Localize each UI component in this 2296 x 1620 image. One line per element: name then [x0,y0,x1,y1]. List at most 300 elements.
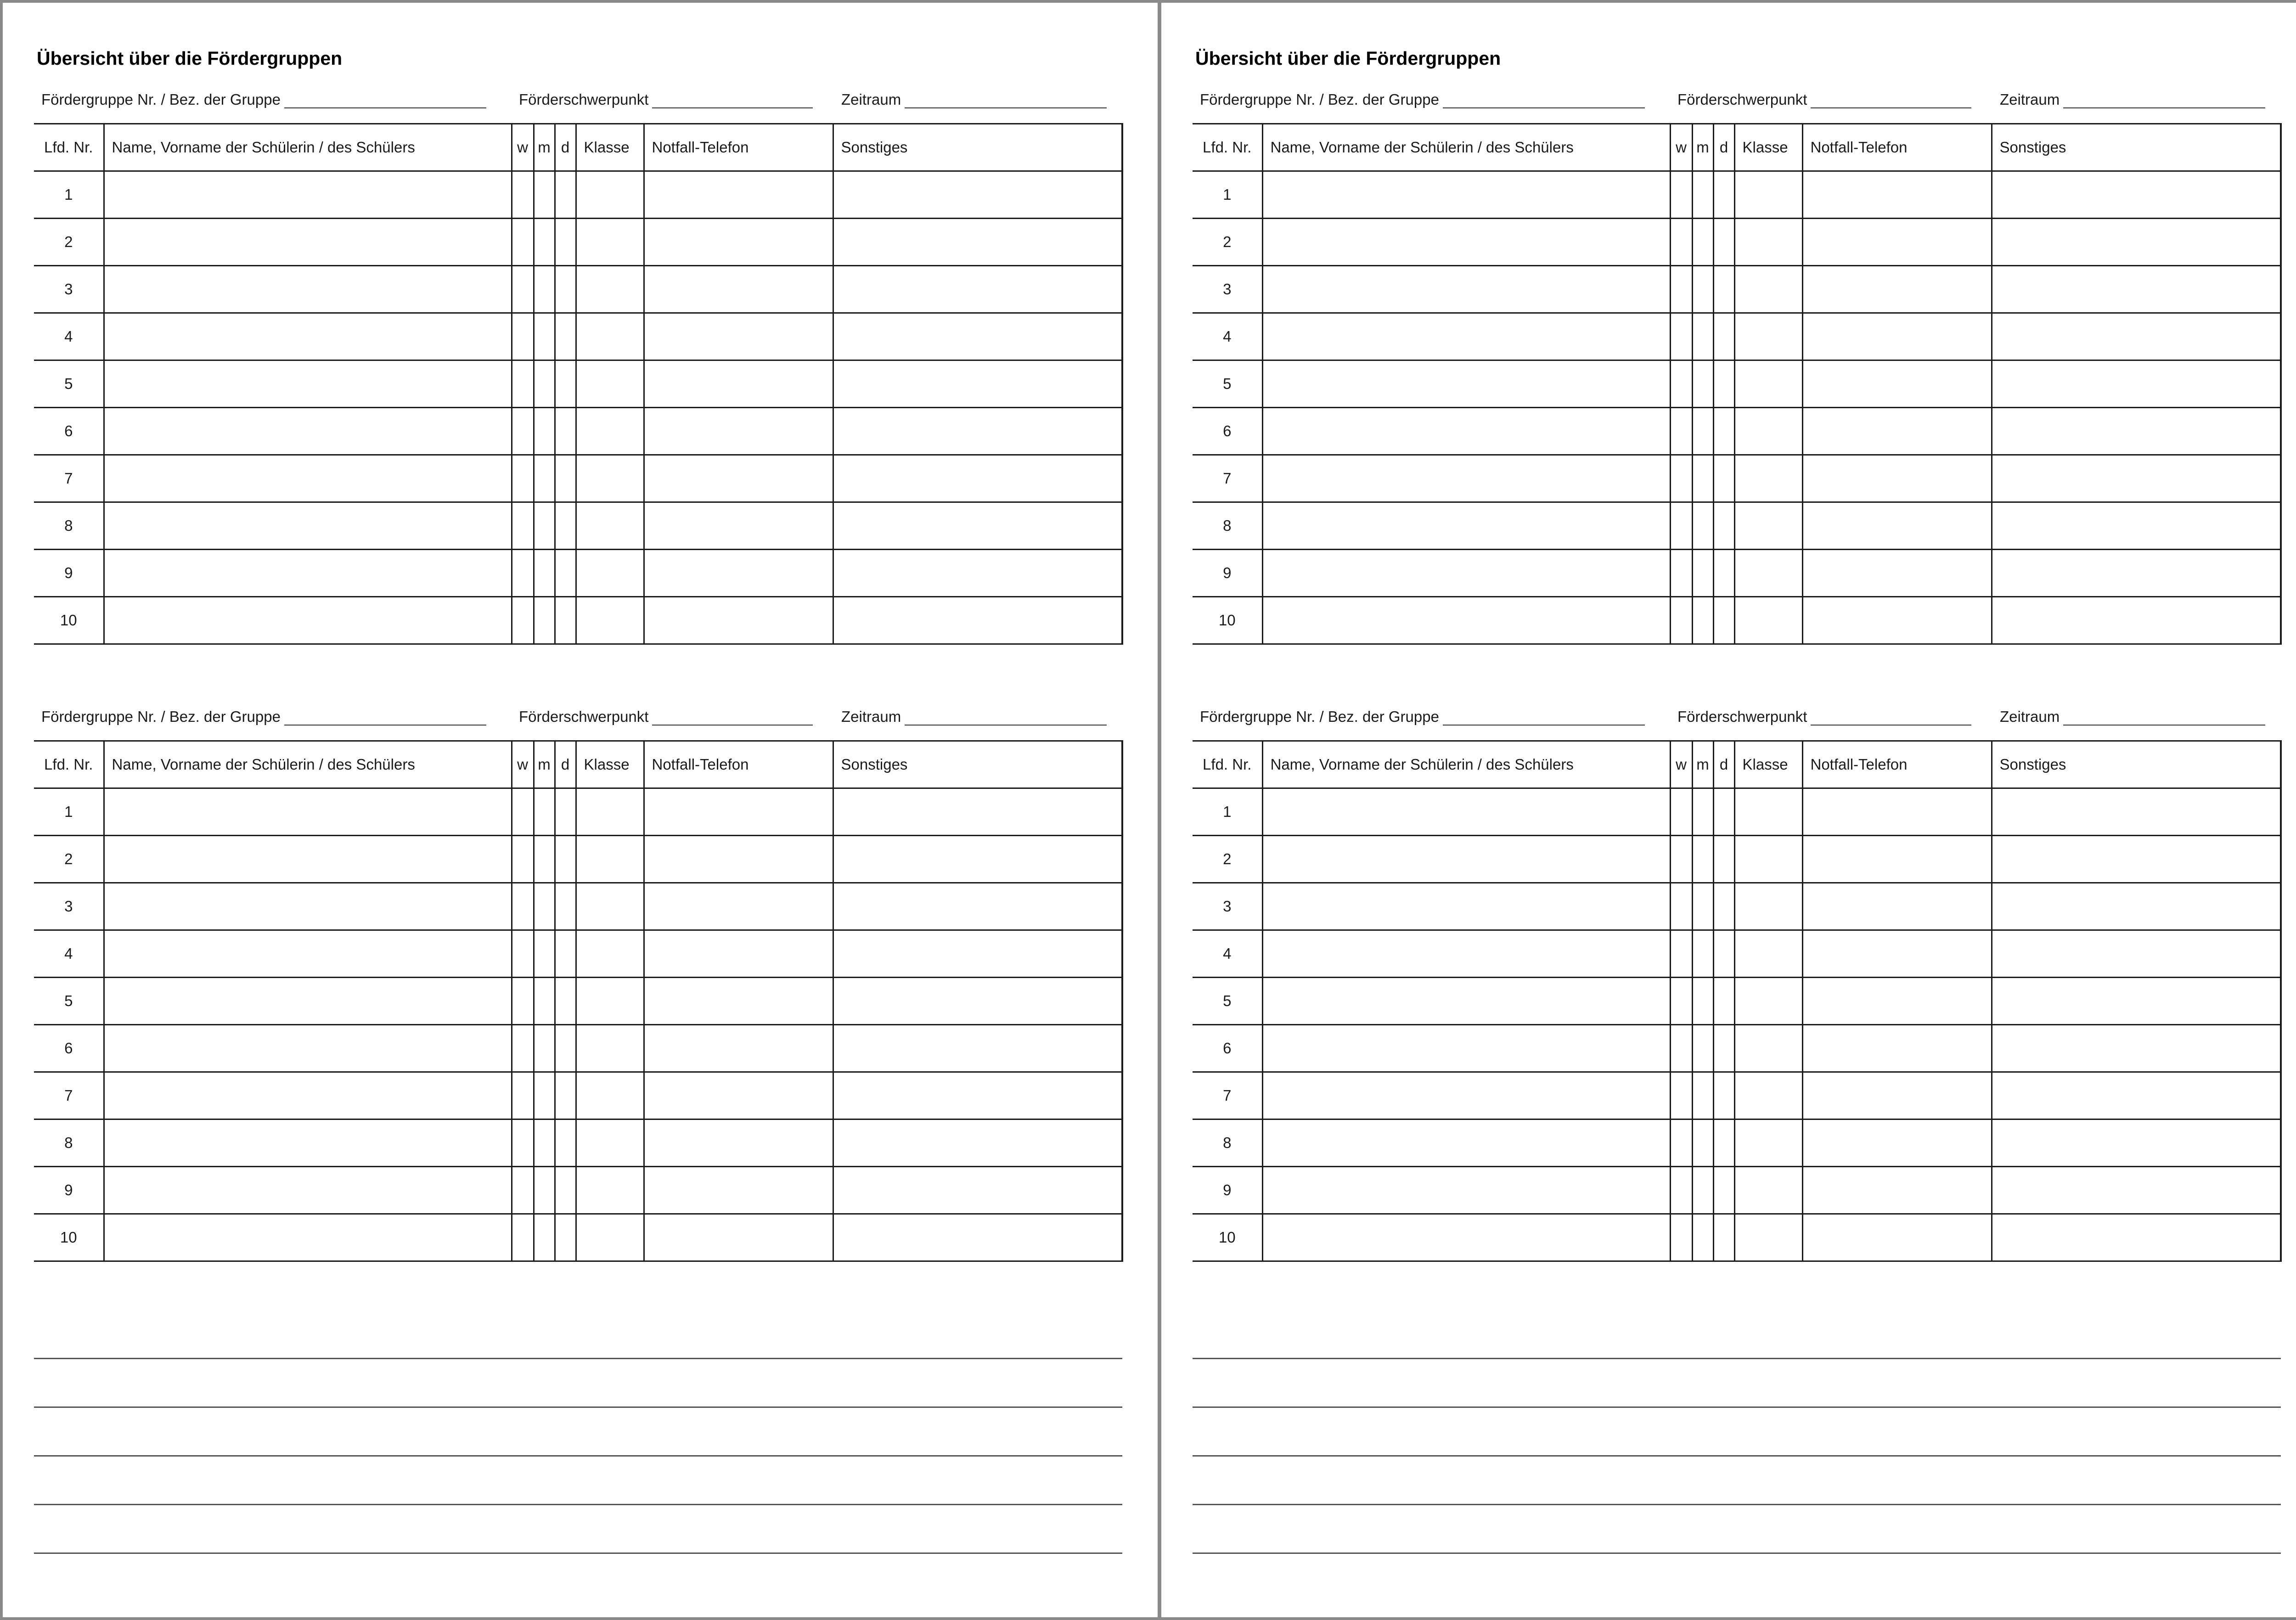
cell-m[interactable] [1692,836,1713,883]
cell-m[interactable] [534,883,555,930]
cell-telefon[interactable] [1802,1167,1992,1214]
focus-field[interactable] [1677,91,1971,108]
cell-telefon[interactable] [1802,1214,1992,1261]
focus-field[interactable] [519,708,813,726]
cell-telefon[interactable] [644,408,833,455]
cell-sonstiges[interactable] [1992,788,2281,836]
cell-w[interactable] [512,978,534,1025]
cell-d[interactable] [555,1167,576,1214]
cell-telefon[interactable] [644,266,833,313]
cell-klasse[interactable] [1734,1214,1802,1261]
cell-w[interactable] [512,313,534,360]
cell-telefon[interactable] [1802,219,1992,266]
cell-w[interactable] [1670,455,1692,502]
cell-m[interactable] [534,978,555,1025]
cell-name[interactable] [104,1072,512,1119]
cell-d[interactable] [1713,360,1734,408]
period-line[interactable] [905,711,1107,726]
cell-d[interactable] [555,313,576,360]
cell-name[interactable] [104,266,512,313]
cell-sonstiges[interactable] [1992,836,2281,883]
cell-klasse[interactable] [576,550,644,597]
cell-name[interactable] [1262,360,1670,408]
cell-w[interactable] [1670,1119,1692,1167]
cell-sonstiges[interactable] [833,788,1122,836]
cell-d[interactable] [555,550,576,597]
cell-klasse[interactable] [1734,313,1802,360]
cell-d[interactable] [1713,1072,1734,1119]
cell-klasse[interactable] [576,219,644,266]
cell-d[interactable] [555,1025,576,1072]
cell-w[interactable] [512,171,534,219]
cell-telefon[interactable] [644,219,833,266]
cell-sonstiges[interactable] [1992,550,2281,597]
cell-d[interactable] [1713,788,1734,836]
cell-telefon[interactable] [644,1072,833,1119]
cell-name[interactable] [1262,1025,1670,1072]
cell-telefon[interactable] [644,978,833,1025]
cell-name[interactable] [104,550,512,597]
cell-klasse[interactable] [1734,978,1802,1025]
cell-m[interactable] [534,597,555,644]
cell-name[interactable] [104,836,512,883]
cell-w[interactable] [512,1167,534,1214]
cell-name[interactable] [104,313,512,360]
cell-d[interactable] [1713,1119,1734,1167]
cell-m[interactable] [534,455,555,502]
cell-m[interactable] [534,360,555,408]
cell-w[interactable] [1670,171,1692,219]
group-name-field[interactable] [41,708,486,726]
cell-name[interactable] [104,171,512,219]
cell-name[interactable] [104,1214,512,1261]
group-name-line[interactable] [1443,711,1645,726]
cell-klasse[interactable] [576,408,644,455]
cell-klasse[interactable] [576,597,644,644]
cell-name[interactable] [104,360,512,408]
cell-sonstiges[interactable] [833,1072,1122,1119]
cell-m[interactable] [534,788,555,836]
focus-line[interactable] [1811,94,1971,108]
period-field[interactable] [2000,708,2265,726]
cell-klasse[interactable] [1734,455,1802,502]
cell-d[interactable] [1713,1214,1734,1261]
cell-klasse[interactable] [576,978,644,1025]
cell-m[interactable] [1692,1214,1713,1261]
cell-d[interactable] [555,171,576,219]
cell-name[interactable] [104,930,512,978]
cell-w[interactable] [1670,930,1692,978]
group-name-field[interactable] [1200,708,1645,726]
cell-w[interactable] [1670,550,1692,597]
cell-telefon[interactable] [1802,978,1992,1025]
cell-klasse[interactable] [1734,219,1802,266]
period-field[interactable] [841,708,1107,726]
cell-w[interactable] [1670,836,1692,883]
cell-sonstiges[interactable] [833,930,1122,978]
cell-m[interactable] [534,313,555,360]
cell-name[interactable] [1262,978,1670,1025]
cell-w[interactable] [1670,219,1692,266]
cell-telefon[interactable] [1802,1025,1992,1072]
cell-w[interactable] [512,360,534,408]
cell-d[interactable] [555,219,576,266]
focus-line[interactable] [652,711,813,726]
cell-telefon[interactable] [644,836,833,883]
cell-klasse[interactable] [576,266,644,313]
cell-w[interactable] [512,219,534,266]
cell-sonstiges[interactable] [833,836,1122,883]
cell-m[interactable] [1692,219,1713,266]
cell-sonstiges[interactable] [833,502,1122,550]
cell-m[interactable] [534,219,555,266]
cell-name[interactable] [1262,171,1670,219]
cell-m[interactable] [1692,978,1713,1025]
cell-sonstiges[interactable] [1992,171,2281,219]
focus-field[interactable] [1677,708,1971,726]
cell-klasse[interactable] [576,1072,644,1119]
cell-sonstiges[interactable] [1992,1214,2281,1261]
cell-m[interactable] [534,836,555,883]
cell-m[interactable] [534,550,555,597]
note-line[interactable] [34,1359,1122,1408]
cell-telefon[interactable] [1802,360,1992,408]
cell-klasse[interactable] [576,1214,644,1261]
cell-klasse[interactable] [1734,360,1802,408]
cell-m[interactable] [534,1025,555,1072]
cell-name[interactable] [104,883,512,930]
cell-m[interactable] [1692,1119,1713,1167]
cell-m[interactable] [1692,883,1713,930]
cell-klasse[interactable] [1734,788,1802,836]
note-line[interactable] [34,1310,1122,1359]
cell-telefon[interactable] [1802,408,1992,455]
cell-sonstiges[interactable] [1992,408,2281,455]
cell-m[interactable] [1692,597,1713,644]
cell-telefon[interactable] [644,502,833,550]
cell-w[interactable] [512,408,534,455]
cell-name[interactable] [104,408,512,455]
cell-d[interactable] [1713,1025,1734,1072]
cell-klasse[interactable] [576,930,644,978]
cell-d[interactable] [555,266,576,313]
cell-d[interactable] [555,930,576,978]
cell-d[interactable] [1713,978,1734,1025]
cell-klasse[interactable] [576,360,644,408]
cell-telefon[interactable] [1802,597,1992,644]
cell-d[interactable] [1713,836,1734,883]
cell-klasse[interactable] [1734,836,1802,883]
cell-sonstiges[interactable] [833,597,1122,644]
cell-sonstiges[interactable] [1992,219,2281,266]
cell-name[interactable] [1262,219,1670,266]
cell-sonstiges[interactable] [833,266,1122,313]
cell-sonstiges[interactable] [1992,978,2281,1025]
cell-m[interactable] [534,1072,555,1119]
cell-w[interactable] [512,1072,534,1119]
cell-w[interactable] [512,883,534,930]
cell-name[interactable] [1262,1167,1670,1214]
cell-m[interactable] [534,930,555,978]
period-field[interactable] [2000,91,2265,108]
cell-name[interactable] [1262,836,1670,883]
cell-w[interactable] [512,1214,534,1261]
cell-w[interactable] [512,836,534,883]
cell-d[interactable] [1713,1167,1734,1214]
cell-sonstiges[interactable] [1992,313,2281,360]
cell-w[interactable] [1670,1072,1692,1119]
cell-sonstiges[interactable] [833,1025,1122,1072]
cell-klasse[interactable] [576,836,644,883]
cell-klasse[interactable] [1734,550,1802,597]
period-line[interactable] [905,94,1107,108]
cell-sonstiges[interactable] [1992,266,2281,313]
period-line[interactable] [2063,711,2265,726]
cell-m[interactable] [534,1119,555,1167]
cell-telefon[interactable] [1802,171,1992,219]
cell-telefon[interactable] [644,1167,833,1214]
cell-klasse[interactable] [576,883,644,930]
cell-m[interactable] [1692,360,1713,408]
period-line[interactable] [2063,94,2265,108]
cell-m[interactable] [1692,171,1713,219]
cell-klasse[interactable] [576,455,644,502]
cell-telefon[interactable] [1802,788,1992,836]
cell-m[interactable] [534,1214,555,1261]
cell-sonstiges[interactable] [1992,597,2281,644]
cell-name[interactable] [104,788,512,836]
cell-m[interactable] [534,502,555,550]
note-line[interactable] [1193,1408,2281,1457]
cell-klasse[interactable] [576,313,644,360]
cell-name[interactable] [1262,883,1670,930]
cell-name[interactable] [1262,266,1670,313]
cell-telefon[interactable] [644,171,833,219]
cell-d[interactable] [555,455,576,502]
cell-telefon[interactable] [644,360,833,408]
cell-telefon[interactable] [1802,266,1992,313]
cell-sonstiges[interactable] [1992,360,2281,408]
cell-sonstiges[interactable] [833,313,1122,360]
cell-telefon[interactable] [1802,455,1992,502]
cell-telefon[interactable] [644,455,833,502]
group-name-line[interactable] [1443,94,1645,108]
cell-name[interactable] [104,502,512,550]
cell-telefon[interactable] [644,788,833,836]
cell-klasse[interactable] [1734,1072,1802,1119]
cell-sonstiges[interactable] [1992,1119,2281,1167]
cell-sonstiges[interactable] [1992,1025,2281,1072]
cell-telefon[interactable] [644,1119,833,1167]
cell-telefon[interactable] [644,1025,833,1072]
cell-w[interactable] [512,1025,534,1072]
cell-klasse[interactable] [576,1025,644,1072]
cell-d[interactable] [555,836,576,883]
cell-telefon[interactable] [1802,1119,1992,1167]
cell-w[interactable] [1670,883,1692,930]
cell-name[interactable] [1262,1214,1670,1261]
note-line[interactable] [1193,1457,2281,1505]
cell-m[interactable] [1692,1025,1713,1072]
cell-telefon[interactable] [644,550,833,597]
cell-d[interactable] [1713,597,1734,644]
cell-telefon[interactable] [644,883,833,930]
cell-sonstiges[interactable] [833,219,1122,266]
cell-telefon[interactable] [1802,930,1992,978]
cell-d[interactable] [555,502,576,550]
focus-line[interactable] [652,94,813,108]
cell-klasse[interactable] [1734,408,1802,455]
cell-d[interactable] [555,597,576,644]
cell-name[interactable] [1262,313,1670,360]
cell-sonstiges[interactable] [833,455,1122,502]
cell-sonstiges[interactable] [833,1119,1122,1167]
cell-m[interactable] [1692,455,1713,502]
cell-telefon[interactable] [644,930,833,978]
cell-d[interactable] [1713,930,1734,978]
cell-klasse[interactable] [1734,883,1802,930]
cell-klasse[interactable] [1734,930,1802,978]
cell-w[interactable] [512,597,534,644]
cell-sonstiges[interactable] [1992,455,2281,502]
cell-name[interactable] [104,978,512,1025]
cell-m[interactable] [534,1167,555,1214]
cell-w[interactable] [512,455,534,502]
cell-name[interactable] [1262,788,1670,836]
cell-sonstiges[interactable] [833,1214,1122,1261]
cell-klasse[interactable] [576,1119,644,1167]
cell-sonstiges[interactable] [1992,1167,2281,1214]
cell-w[interactable] [1670,360,1692,408]
cell-name[interactable] [1262,1072,1670,1119]
cell-klasse[interactable] [576,788,644,836]
focus-line[interactable] [1811,711,1971,726]
note-line[interactable] [34,1408,1122,1457]
cell-d[interactable] [1713,219,1734,266]
note-line[interactable] [34,1457,1122,1505]
cell-m[interactable] [1692,1167,1713,1214]
note-line[interactable] [1193,1505,2281,1554]
cell-telefon[interactable] [1802,1072,1992,1119]
cell-name[interactable] [104,219,512,266]
cell-sonstiges[interactable] [833,978,1122,1025]
group-name-line[interactable] [284,711,486,726]
cell-sonstiges[interactable] [1992,502,2281,550]
cell-klasse[interactable] [1734,1119,1802,1167]
cell-klasse[interactable] [1734,266,1802,313]
cell-d[interactable] [1713,313,1734,360]
cell-w[interactable] [1670,1025,1692,1072]
cell-w[interactable] [1670,978,1692,1025]
cell-name[interactable] [1262,597,1670,644]
cell-d[interactable] [1713,408,1734,455]
cell-m[interactable] [1692,313,1713,360]
cell-w[interactable] [512,1119,534,1167]
cell-name[interactable] [1262,1119,1670,1167]
group-name-field[interactable] [1200,91,1645,108]
cell-klasse[interactable] [1734,171,1802,219]
cell-d[interactable] [1713,171,1734,219]
cell-d[interactable] [1713,266,1734,313]
cell-telefon[interactable] [1802,883,1992,930]
cell-d[interactable] [555,883,576,930]
cell-name[interactable] [104,1119,512,1167]
cell-d[interactable] [555,408,576,455]
cell-m[interactable] [1692,1072,1713,1119]
period-field[interactable] [841,91,1107,108]
cell-telefon[interactable] [1802,550,1992,597]
cell-klasse[interactable] [576,1167,644,1214]
cell-sonstiges[interactable] [833,883,1122,930]
cell-telefon[interactable] [1802,313,1992,360]
cell-m[interactable] [534,266,555,313]
cell-sonstiges[interactable] [833,171,1122,219]
cell-telefon[interactable] [1802,502,1992,550]
cell-w[interactable] [512,266,534,313]
cell-name[interactable] [1262,930,1670,978]
cell-klasse[interactable] [576,502,644,550]
cell-d[interactable] [555,1072,576,1119]
cell-w[interactable] [1670,597,1692,644]
cell-w[interactable] [1670,408,1692,455]
note-line[interactable] [1193,1359,2281,1408]
cell-d[interactable] [555,978,576,1025]
cell-klasse[interactable] [1734,1167,1802,1214]
cell-w[interactable] [1670,1167,1692,1214]
cell-name[interactable] [104,1025,512,1072]
cell-w[interactable] [1670,502,1692,550]
cell-m[interactable] [534,171,555,219]
cell-sonstiges[interactable] [833,1167,1122,1214]
cell-w[interactable] [1670,788,1692,836]
cell-w[interactable] [512,930,534,978]
focus-field[interactable] [519,91,813,108]
cell-name[interactable] [104,455,512,502]
cell-w[interactable] [1670,313,1692,360]
cell-m[interactable] [1692,788,1713,836]
cell-w[interactable] [512,502,534,550]
cell-m[interactable] [1692,408,1713,455]
cell-name[interactable] [1262,408,1670,455]
cell-klasse[interactable] [576,171,644,219]
cell-d[interactable] [555,360,576,408]
cell-telefon[interactable] [1802,836,1992,883]
cell-d[interactable] [1713,883,1734,930]
cell-name[interactable] [1262,455,1670,502]
cell-w[interactable] [512,550,534,597]
group-name-field[interactable] [41,91,486,108]
cell-telefon[interactable] [644,313,833,360]
cell-d[interactable] [1713,502,1734,550]
cell-m[interactable] [1692,550,1713,597]
cell-d[interactable] [1713,455,1734,502]
cell-w[interactable] [512,788,534,836]
cell-telefon[interactable] [644,1214,833,1261]
cell-m[interactable] [1692,930,1713,978]
cell-klasse[interactable] [1734,1025,1802,1072]
cell-d[interactable] [1713,550,1734,597]
cell-telefon[interactable] [644,597,833,644]
cell-sonstiges[interactable] [833,550,1122,597]
cell-sonstiges[interactable] [1992,883,2281,930]
cell-m[interactable] [1692,502,1713,550]
cell-m[interactable] [1692,266,1713,313]
cell-m[interactable] [534,408,555,455]
cell-sonstiges[interactable] [1992,930,2281,978]
cell-w[interactable] [1670,266,1692,313]
cell-sonstiges[interactable] [833,360,1122,408]
cell-name[interactable] [1262,502,1670,550]
